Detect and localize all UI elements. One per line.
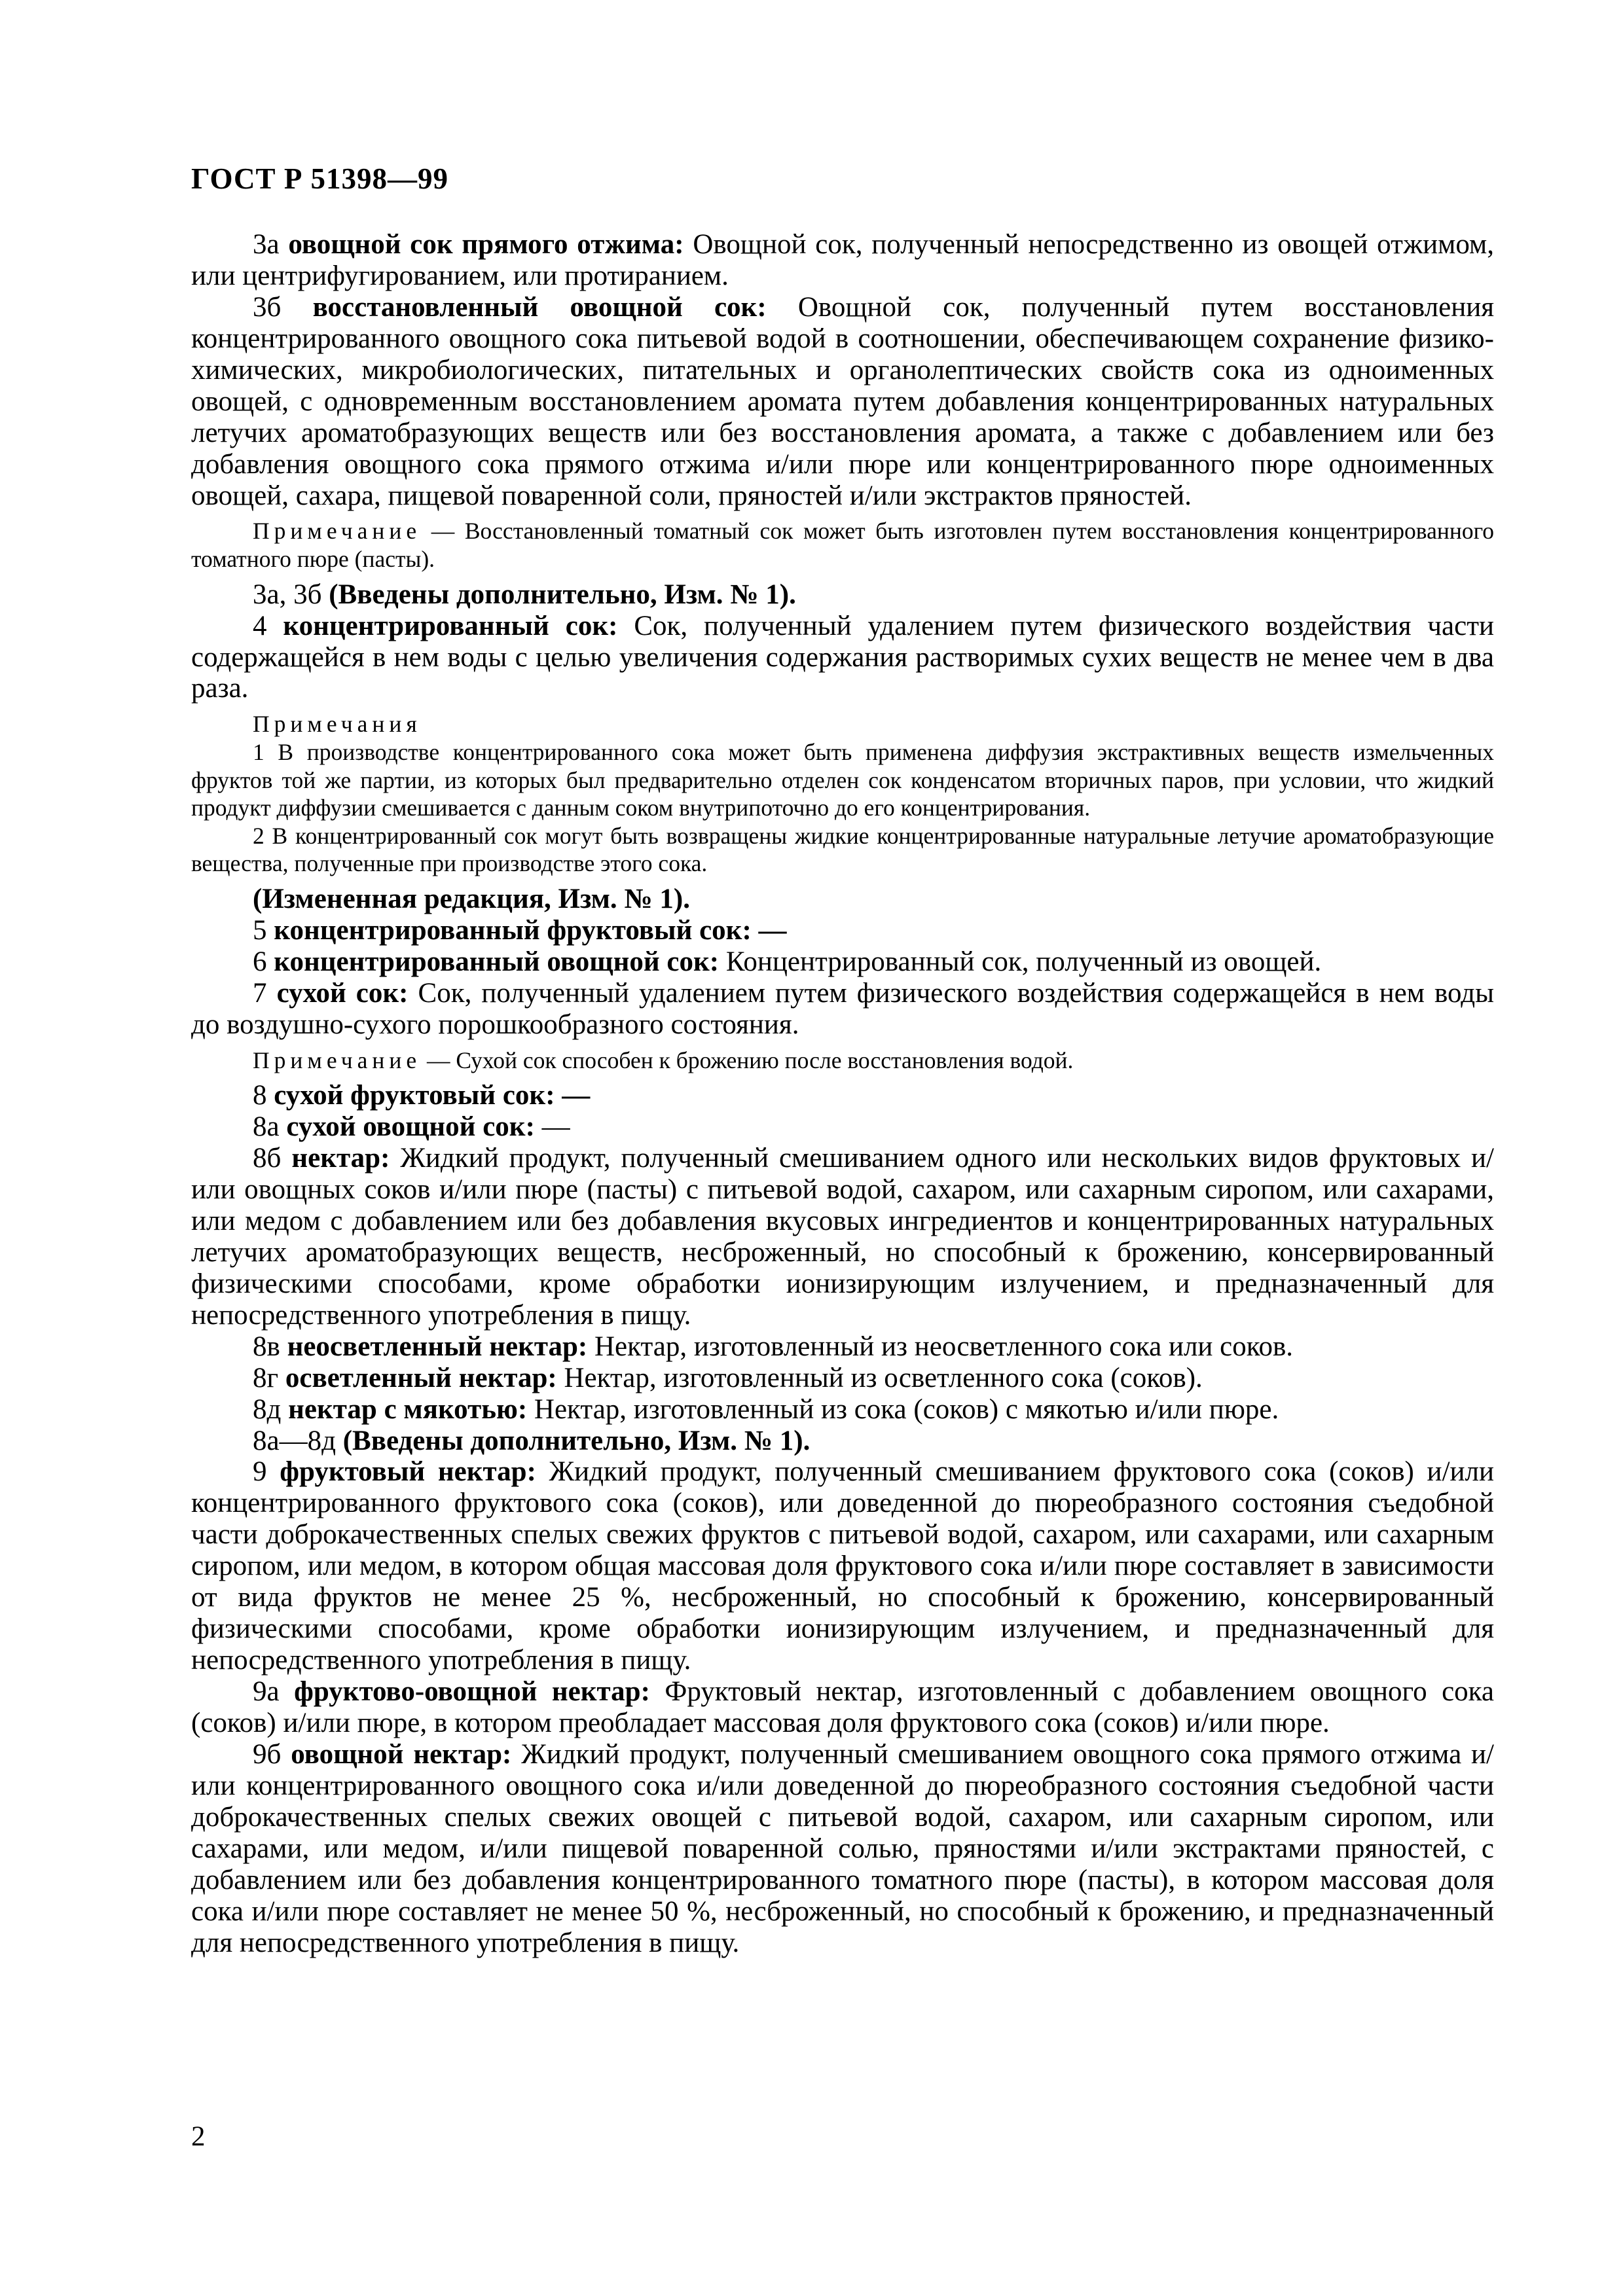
definition-paragraph xyxy=(191,1676,1494,1739)
clause-number: 9б xyxy=(253,1738,282,1770)
term: концентрированный фруктовый сок: — xyxy=(274,914,787,946)
clause-number: 8 xyxy=(253,1080,267,1111)
term: овощной нектар: xyxy=(291,1738,512,1770)
definition-text: — xyxy=(534,1111,570,1143)
term: овощной сок прямого отжима: xyxy=(288,229,684,260)
note-text: 2 В концентрированный сок могут быть возвращены жидкие концентрированные натуральные летучие ароматобразующие вещества, полученные при производстве этого сока. xyxy=(191,822,1494,877)
definition-paragraph xyxy=(191,978,1494,1041)
term: (Введены дополнительно, Изм. № 1). xyxy=(342,1425,811,1456)
definition-paragraph xyxy=(191,1426,1494,1457)
definition-paragraph xyxy=(191,1080,1494,1111)
definition-text: Сок, полученный удалением путем физического воздействия содержащейся в нем воды до воздушно-сухого порошкообразного состояния. xyxy=(191,977,1495,1040)
term: фруктово-овощной нектар: xyxy=(294,1676,650,1708)
term: восстановленный овощной сок: xyxy=(312,291,767,323)
definition-text: Нектар, изготовленный из неосветленного сока или соков. xyxy=(587,1331,1294,1362)
clause-number: 8в xyxy=(253,1331,280,1362)
clause-number: 8д xyxy=(253,1393,282,1425)
clause-number: 9а xyxy=(253,1676,280,1708)
note-label: Примечание xyxy=(253,518,422,545)
note-paragraph xyxy=(191,517,1494,573)
definition-paragraph xyxy=(191,1363,1494,1394)
note-paragraph xyxy=(191,738,1494,822)
term: концентрированный сок: xyxy=(283,610,618,641)
term: нектар: xyxy=(291,1143,390,1174)
clause-number: 3б xyxy=(253,291,282,323)
clause-number: 8б xyxy=(253,1143,282,1174)
definition-paragraph xyxy=(191,579,1494,611)
definition-text: Овощной сок, полученный непосредственно из овощей отжимом, или центрифугированием, или протиранием. xyxy=(191,229,1495,291)
definition-paragraph xyxy=(191,884,1494,915)
document-header: ГОСТ Р 51398—99 xyxy=(191,162,449,195)
definition-paragraph xyxy=(191,611,1494,705)
definition-paragraph xyxy=(191,915,1494,946)
clause-number: 8а—8д xyxy=(253,1425,336,1456)
definition-paragraph xyxy=(191,1456,1494,1676)
clause-number: 9 xyxy=(253,1456,267,1488)
note-text: — Восстановленный томатный сок может быть изготовлен путем восстановления концентрированного томатного пюре (пасты). xyxy=(191,518,1494,573)
term: концентрированный овощной сок: xyxy=(274,946,720,977)
definition-paragraph xyxy=(191,292,1494,512)
term: сухой сок: xyxy=(276,977,409,1009)
note-paragraph xyxy=(191,710,1494,738)
definition-paragraph xyxy=(191,1143,1494,1331)
definition-text: Нектар, изготовленный из осветленного сока (соков). xyxy=(556,1362,1203,1393)
definition-paragraph xyxy=(191,946,1494,978)
definition-paragraph xyxy=(191,1111,1494,1143)
page-number: 2 xyxy=(191,2121,206,2152)
clause-number: 8г xyxy=(253,1362,279,1393)
definition-text: Жидкий продукт, полученный смешиванием одного или нескольких видов фруктовых и/или овощных соков и/или пюре (пасты) с питьевой водой, сахаром, или сахарным сиропом, или сахарами, или медом с добавлением или без добавления вкусовых ингредиентов и концентрированных натуральных летучих ароматобразующих веществ, несброженный, но способный к брожению, консервированный физическими способами, кроме обработки ионизирующим излучением, и предназначенный для непосредственного употребления в пищу. xyxy=(191,1143,1495,1331)
definition-text: Фруктовый нектар, изготовленный с добавлением овощного сока (соков) и/или пюре, в котором преобладает массовая доля фруктового сока (соков) и/или пюре. xyxy=(191,1676,1495,1738)
term: нектар с мякотью: xyxy=(288,1393,528,1425)
clause-number: 3а xyxy=(253,229,280,260)
definition-paragraph xyxy=(191,1331,1494,1363)
definition-paragraph xyxy=(191,1739,1494,1959)
definition-text: Жидкий продукт, полученный смешиванием фруктового сока (соков) и/или концентрированного фруктового сока (соков), или доведенной до пюреобразного состояния съедобной части доброкачественных спелых свежих фруктов с питьевой водой, сахаром, или сахарами, или сахарным сиропом, или медом, в котором общая массовая доля фруктового сока и/или пюре составляет в зависимости от вида фруктов не менее 25 %, несброженный, но способный к брожению, консервированный физическими способами, кроме обработки ионизирующим излучением, и предназначенный для непосредственного употребления в пищу. xyxy=(191,1456,1494,1676)
definition-paragraph xyxy=(191,229,1494,292)
term: неосветленный нектар: xyxy=(287,1331,588,1362)
term: осветленный нектар: xyxy=(285,1362,557,1393)
term: фруктовый нектар: xyxy=(280,1456,536,1488)
note-label: Примечания xyxy=(253,711,422,738)
definition-text: Нектар, изготовленный из сока (соков) с мякотью и/или пюре. xyxy=(527,1393,1279,1425)
note-text: — Сухой сок способен к брожению после восстановления водой. xyxy=(421,1047,1074,1073)
definition-text: Сок, полученный удалением путем физического воздействия части содержащейся в нем воды с целью увеличения содержания растворимых сухих веществ не менее чем в два раза. xyxy=(191,610,1494,704)
term: (Измененная редакция, Изм. № 1). xyxy=(253,883,690,914)
note-paragraph xyxy=(191,1047,1494,1075)
note-label: Примечание xyxy=(253,1047,422,1073)
clause-number: 7 xyxy=(253,977,267,1009)
document-body xyxy=(191,229,1494,1958)
note-paragraph xyxy=(191,822,1494,878)
clause-number: 8а xyxy=(253,1111,280,1143)
term: сухой фруктовый сок: — xyxy=(274,1080,591,1111)
term: (Введены дополнительно, Изм. № 1). xyxy=(329,579,796,610)
clause-number: 4 xyxy=(253,610,267,641)
clause-number: 5 xyxy=(253,914,267,946)
note-text: 1 В производстве концентрированного сока может быть применена диффузия экстрактивных веществ измельченных фруктов той же партии, из которых был предварительно отделен сок конденсатом вторичных паров, при условии, что жидкий продукт диффузии смешивается с данным соком внутрипоточно до его концентрирования. xyxy=(191,738,1494,821)
clause-number: 3а, 3б xyxy=(253,579,322,610)
definition-text: Жидкий продукт, полученный смешиванием овощного сока прямого отжима и/или концентрированного овощного сока и/или доведенной до пюреобразного состояния съедобной части доброкачественных спелых свежих овощей с питьевой водой, сахаром, или сахарным сиропом, или сахарами, или медом, и/или пищевой поваренной солью, пряностями и/или экстрактами пряностей, с добавлением или без добавления концентрированного томатного пюре (пасты), в котором массовая доля сока и/или пюре составляет не менее 50 %, несброженный, но способный к брожению, и предназначенный для непосредственного употребления в пищу. xyxy=(191,1738,1494,1958)
term: сухой овощной сок: xyxy=(286,1111,535,1143)
definition-paragraph xyxy=(191,1394,1494,1426)
definition-text: Концентрированный сок, полученный из овощей. xyxy=(719,946,1322,977)
clause-number: 6 xyxy=(253,946,267,977)
definition-text: Овощной сок, полученный путем восстановления концентрированного овощного сока питьевой водой в соотношении, обеспечивающем сохранение физико-химических, микробиологических, питательных и органолептических свойств сока из одноименных овощей, с одновременным восстановлением аромата путем добавления концентрированных натуральных летучих ароматобразующих веществ или без восстановления аромата, а также с добавлением или без добавления овощного сока прямого отжима и/или пюре или концентрированного пюре одноименных овощей, сахара, пищевой поваренной соли, пряностей и/или экстрактов пряностей. xyxy=(191,291,1495,511)
